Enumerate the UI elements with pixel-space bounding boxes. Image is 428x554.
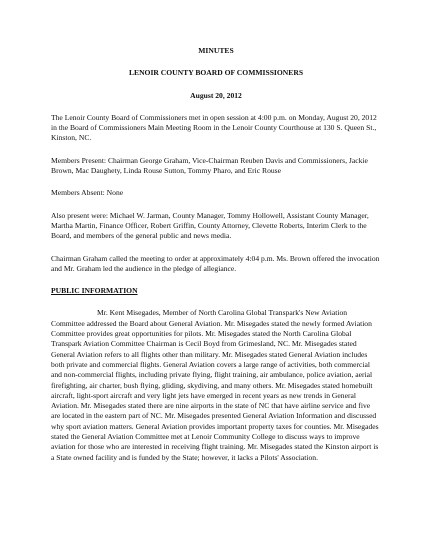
members-absent-paragraph: Members Absent: None [51,188,124,198]
meeting-date: August 20, 2012 [190,90,242,100]
call-to-order-paragraph: Chairman Graham called the meeting to order at approximately 4:04 p.m. Ms. Brown offered the invocation and Mr. Graham led the audience in the pledge of allegiance. [51,253,380,273]
document-page [51,40,381,463]
opening-paragraph: The Lenoir County Board of Commissioners met in open session at 4:00 p.m. on Monday, August 20, 2012 in the Board of Commissioners Main Meeting Room in the Lenoir County Courthouse at 130 S. Queen St., Kinston, NC. [51,112,377,143]
document-title: MINUTES [198,46,234,55]
also-present-paragraph: Also present were: Michael W. Jarman, County Manager, Tommy Hollowell, Assistant County Manager, Martha Martin, Finance Officer, Robert Griffin, County Attorney, Clevette Roberts, Interim Clerk to the Board, and members of the general public and news media. [51,210,369,241]
section-heading-public-information: PUBLIC INFORMATION [51,286,138,296]
board-name: LENOIR COUNTY BOARD OF COMMISSIONERS [128,68,304,78]
members-present-paragraph: Members Present: Chairman George Graham, Vice-Chairman Reuben Davis and Commissioners, Jackie Brown, Mac Daughety, Linda Rouse Sutton, Tommy Pharo, and Eric Rouse [51,155,368,176]
public-information-paragraph: Mr. Kent Misegades, Member of North Carolina Global Transpark's New Aviation Committee addressed the Board about General Aviation. Mr. Misegades stated the newly formed Aviation Committee provides great opportunities for pilots. Mr. Misegades stated the North Carolina Global Transpark Aviation Committee Chairman is Cecil Boyd from Grimesland, NC. Mr. Misegades stated General Aviation refers to all flights other than military. Mr. Misegades stated General Aviation includes both private and commercial flights. General Aviation covers a large range of activities, both commercial and non-commercial flights, including private flying, flight training, air ambulance, police aviation, aerial firefighting, air charter, bush flying, gliding, skydiving, and many others. Mr. Misegades stated homebuilt aircraft, light-sport aircraft and very light jets have emerged in recent years as new trends in General Aviation. Mr. Misegades stated there are nine airports in the state of NC that have airline service and five are located in the eastern part of NC. Mr. Misegades presented General Aviation Information and discussed why sport aviation matters. General Aviation provides important property taxes for counties. Mr. Misegades stated the General Aviation Committee met at Lenoir Community College to discuss ways to improve aviation for those who are interested in receiving flight training. Mr. Misegades stated the Kinston airport is a State owned facility and is funded by the State; however, it lacks a Pilots' Association. [51,308,379,462]
